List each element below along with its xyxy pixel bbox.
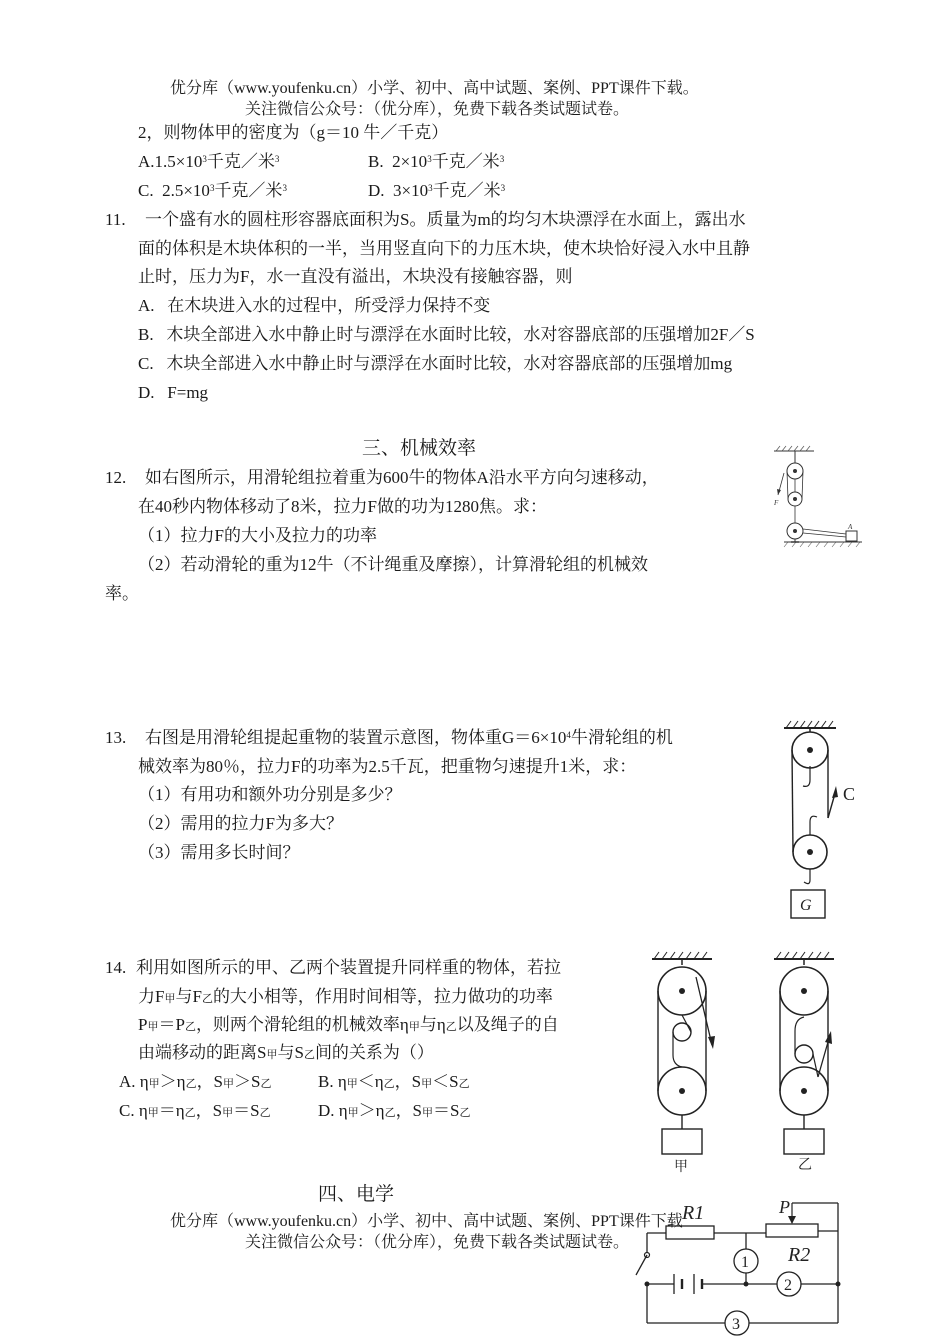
q14-line-4: 由端移动的距离S甲与S乙间的关系为（） [138, 1043, 434, 1062]
q14-line-1: 利用如图所示的甲、乙两个装置提升同样重的物体，若拉 [136, 958, 561, 977]
q12-fig-label-f: F [774, 499, 779, 507]
q11-number: 11. [105, 210, 126, 229]
q14-option-a: A. η甲＞η乙，S甲＞S乙 [119, 1072, 272, 1091]
q12-sub-1: （1）拉力F的大小及拉力的功率 [138, 526, 377, 545]
q11-option-a: A. 在木块进入水的过程中，所受浮力保持不变 [138, 296, 491, 315]
q11-option-d: D. F=mg [138, 383, 209, 402]
q14-fig-label-yi: 乙 [798, 1158, 812, 1173]
q12-number: 12. [105, 468, 127, 487]
q13-sub-3: （3）需用多长时间？ [138, 843, 300, 862]
q11-option-b: B. 木块全部进入水中静止时与漂浮在水面时比较，水对容器底部的压强增加2F／S [138, 325, 755, 344]
q14-option-d: D. η甲＞η乙，S甲＝S乙 [318, 1101, 471, 1120]
q12-pulley-figure [772, 445, 862, 555]
q10-option-b: B. $2\times 10^3$千克／米$^3$ [368, 152, 505, 171]
q13-number: 13. [105, 728, 127, 747]
q10-option-a: $A.1.5\times 10^3$千克／米$^3$ [138, 152, 280, 171]
q14-option-b: B. η甲＜η乙，S甲＜S乙 [318, 1072, 470, 1091]
footer-line-2: 关注微信公众号：（优分库），免费下载各类试题试卷。 [245, 1234, 630, 1251]
q10-option-d: D. $3\times 10^3$千克／米$^3$ [368, 181, 506, 200]
q13-fig-label-c: C [843, 784, 856, 804]
q14-option-c: C. η甲＝η乙，S甲＝S乙 [119, 1101, 271, 1120]
q14-pulley-figure [648, 947, 848, 1177]
header-line-2: 关注微信公众号：（优分库），免费下载各类试题试卷。 [245, 101, 630, 118]
section-3-title: 三、机械效率 [362, 438, 477, 459]
footer-line-1: 优分库（www.youfenku.cn）小学、初中、高中试题、案例、PPT课件下载 [170, 1213, 683, 1230]
circuit-label-r1: R1 [682, 1202, 705, 1224]
q10-stem-tail: 2，则物体甲的密度为（g＝10 牛／千克） [138, 123, 449, 142]
circuit-meter-3: 3 [732, 1316, 740, 1333]
q14-number: 14. [105, 958, 127, 977]
circuit-label-r2: R2 [788, 1244, 811, 1266]
q13-line-1: 右图是用滑轮组提起重物的装置示意图，物体重$G=6\times 10^4$牛滑轮组的机 [145, 728, 673, 747]
q11-option-c: C. 木块全部进入水中静止时与漂浮在水面时比较，水对容器底部的压强增加mg [138, 354, 733, 373]
q13-line-2: 械效率为80％，拉力F的功率为2.5千瓦，把重物匀速提升1米，求： [138, 757, 637, 776]
q12-sub-2-tail: 率。 [105, 584, 139, 603]
q13-sub-2: （2）需用的拉力F为多大？ [138, 814, 343, 833]
q14-fig-label-jia: 甲 [674, 1160, 688, 1175]
q12-fig-label-a: A [848, 523, 853, 531]
circuit-label-p: P [779, 1197, 790, 1217]
q11-line-2: 面的体积是木块体积的一半，当用竖直向下的力压木块，使木块恰好浸入水中且静 [138, 239, 750, 258]
q14-line-2: 力F甲与F乙的大小相等，作用时间相等，拉力做功的功率 [138, 987, 553, 1006]
q11-line-3: 止时，压力为F，水一直没有溢出，木块没有接触容器，则 [138, 267, 573, 286]
q14-line-3: P甲＝P乙，则两个滑轮组的机械效率η甲与η乙以及绳子的自 [138, 1015, 559, 1034]
q10-option-c: C. $2.5\times 10^3$千克／米$^3$ [138, 181, 287, 200]
q12-line-2: 在40秒内物体移动了8米，拉力F做的功为1280焦。求： [138, 497, 547, 516]
circuit-meter-2: 2 [784, 1277, 792, 1294]
section-4-title: 四、电学 [318, 1184, 395, 1205]
circuit-meter-1: 1 [741, 1254, 749, 1271]
q12-line-1: 如右图所示，用滑轮组拉着重为600牛的物体A沿水平方向匀速移动， [145, 468, 659, 487]
q13-pulley-figure [780, 718, 870, 923]
header-line-1: 优分库（www.youfenku.cn）小学、初中、高中试题、案例、PPT课件下载。 [170, 80, 699, 97]
q12-sub-2: （2）若动滑轮的重为12牛（不计绳重及摩擦），计算滑轮组的机械效 [138, 555, 648, 574]
q11-line-1: 一个盛有水的圆柱形容器底面积为S。质量为m的均匀木块漂浮在水面上，露出水 [145, 210, 746, 229]
q13-sub-1: （1）有用功和额外功分别是多少？ [138, 785, 402, 804]
q13-fig-label-g: G [800, 897, 812, 914]
